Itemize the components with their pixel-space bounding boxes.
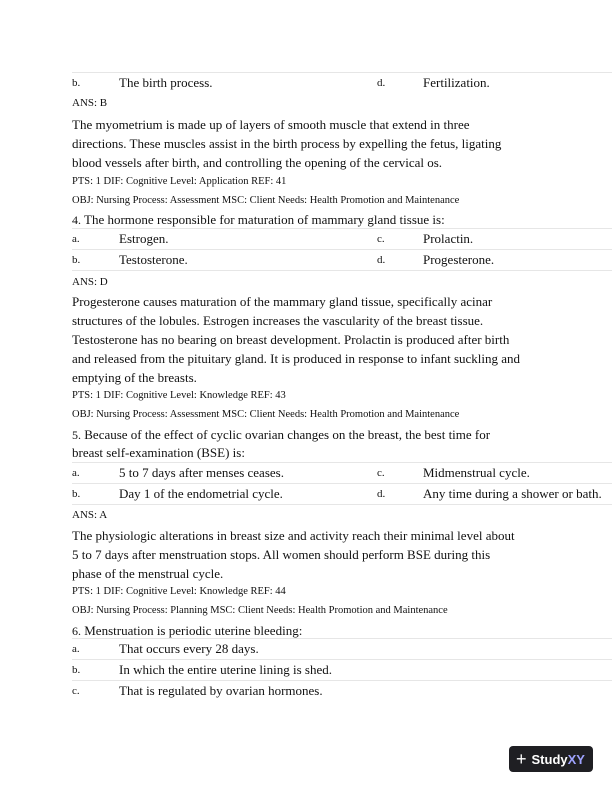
answer-label: ANS: A	[72, 509, 108, 521]
answer-label: ANS: D	[72, 276, 108, 288]
q5-option-row	[72, 483, 612, 505]
pts-meta: PTS: 1 DIF: Cognitive Level: Knowledge REF: 44	[72, 586, 286, 597]
studyxy-logo-badge[interactable]	[509, 746, 593, 772]
option-letter: d.	[377, 77, 386, 89]
option-text: That occurs every 28 days.	[119, 641, 259, 656]
option-text: The birth process.	[119, 75, 213, 90]
plus-icon: +	[516, 749, 527, 769]
option-letter: b.	[72, 488, 81, 500]
option-letter: b.	[72, 664, 81, 676]
brand-name-prefix: Study	[531, 751, 568, 767]
option-letter: c.	[72, 685, 80, 697]
explanation	[72, 526, 552, 583]
option-letter: b.	[72, 254, 81, 266]
explanation-line: directions. These muscles assist in the birth process by expelling the fetus, ligating	[72, 136, 502, 151]
option-letter: a.	[72, 643, 80, 655]
explanation-line: phase of the menstrual cycle.	[72, 566, 224, 581]
question-4	[72, 211, 445, 229]
explanation	[72, 292, 552, 387]
explanation-line: and released from the pituitary gland. It is produced in response to infant suckling and	[72, 351, 521, 366]
option-letter: c.	[377, 233, 385, 245]
option-letter: a.	[72, 233, 80, 245]
obj-meta: OBJ: Nursing Process: Assessment MSC: Client Needs: Health Promotion and Maintenance	[72, 409, 460, 420]
explanation	[72, 115, 552, 172]
question-text: The hormone responsible for maturation of mammary gland tissue is:	[84, 212, 445, 227]
q5-option-row	[72, 462, 612, 483]
obj-meta: OBJ: Nursing Process: Planning MSC: Client Needs: Health Promotion and Maintenance	[72, 605, 448, 616]
question-number: 6.	[72, 624, 81, 638]
option-text: That is regulated by ovarian hormones.	[119, 683, 323, 698]
q4-option-row	[72, 249, 612, 271]
option-text: Estrogen.	[119, 231, 169, 246]
q6-option-row	[72, 659, 612, 680]
explanation-line: The physiologic alterations in breast size and activity reach their minimal level about	[72, 528, 515, 543]
question-text: breast self-examination (BSE) is:	[72, 445, 245, 460]
option-letter: c.	[377, 467, 385, 479]
pts-meta: PTS: 1 DIF: Cognitive Level: Application REF: 41	[72, 176, 287, 187]
option-text: Any time during a shower or bath.	[423, 486, 602, 501]
option-letter: b.	[72, 77, 81, 89]
brand-name-suffix: XY	[567, 751, 585, 767]
question-number: 4.	[72, 213, 81, 227]
option-text: Progesterone.	[423, 252, 495, 267]
explanation-line: blood vessels after birth, and controlling the opening of the cervical os.	[72, 155, 443, 170]
explanation-line: 5 to 7 days after menstruation stops. All women should perform BSE during this	[72, 547, 491, 562]
explanation-line: structures of the lobules. Estrogen increases the vascularity of the breast tissue.	[72, 313, 484, 328]
explanation-line: Testosterone has no bearing on breast development. Prolactin is produced after birth	[72, 332, 510, 347]
question-text: Because of the effect of cyclic ovarian changes on the breast, the best time for	[84, 427, 491, 442]
q6-option-row	[72, 638, 612, 659]
option-letter: a.	[72, 467, 80, 479]
explanation-line: Progesterone causes maturation of the mammary gland tissue, specifically acinar	[72, 294, 493, 309]
explanation-line: The myometrium is made up of layers of smooth muscle that extend in three	[72, 117, 470, 132]
option-letter: d.	[377, 488, 386, 500]
option-text: Fertilization.	[423, 75, 490, 90]
option-letter: d.	[377, 254, 386, 266]
option-text: Midmenstrual cycle.	[423, 465, 530, 480]
question-5	[72, 426, 490, 462]
option-text: Prolactin.	[423, 231, 474, 246]
option-text: 5 to 7 days after menses ceases.	[119, 465, 284, 480]
q4-option-row	[72, 228, 612, 249]
option-text: In which the entire uterine lining is shed.	[119, 662, 333, 677]
obj-meta: OBJ: Nursing Process: Assessment MSC: Client Needs: Health Promotion and Maintenance	[72, 195, 460, 206]
answer-label: ANS: B	[72, 97, 108, 109]
option-text: Day 1 of the endometrial cycle.	[119, 486, 283, 501]
explanation-line: emptying of the breasts.	[72, 370, 197, 385]
question-number: 5.	[72, 428, 81, 442]
q6-option-row	[72, 680, 612, 701]
q3-option-row	[72, 72, 612, 93]
option-text: Testosterone.	[119, 252, 188, 267]
question-text: Menstruation is periodic uterine bleeding:	[84, 623, 303, 638]
pts-meta: PTS: 1 DIF: Cognitive Level: Knowledge REF: 43	[72, 390, 286, 401]
